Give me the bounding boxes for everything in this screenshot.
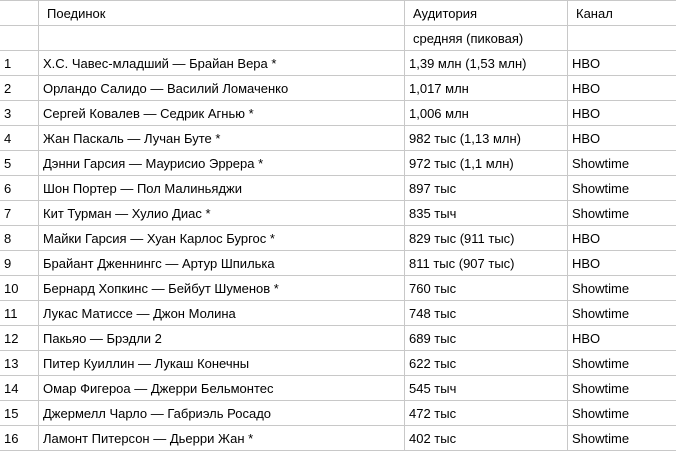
row-bout: Брайант Дженнингс — Артур Шпилька (39, 251, 405, 276)
table-row (0, 226, 676, 251)
table-row (0, 151, 676, 176)
row-number: 5 (0, 151, 39, 176)
row-bout: Джермелл Чарло — Габриэль Росадо (39, 401, 405, 426)
table-row (0, 401, 676, 426)
table-row (0, 126, 676, 151)
row-number: 7 (0, 201, 39, 226)
row-channel: HBO (568, 326, 676, 351)
row-bout: Сергей Ковалев — Седрик Агнью * (39, 101, 405, 126)
row-bout: Орландо Салидо — Василий Ломаченко (39, 76, 405, 101)
row-number: 1 (0, 51, 39, 76)
row-channel: Showtime (568, 201, 676, 226)
table-row (0, 301, 676, 326)
row-audience: 402 тыс (405, 426, 568, 451)
row-channel: Showtime (568, 301, 676, 326)
row-number: 6 (0, 176, 39, 201)
subheader-channel-spacer (568, 26, 676, 51)
row-bout: Кит Турман — Хулио Диас * (39, 201, 405, 226)
table-row (0, 326, 676, 351)
subheader-number-spacer (0, 26, 39, 51)
table-body (0, 1, 676, 451)
row-channel: Showtime (568, 151, 676, 176)
table-row (0, 176, 676, 201)
row-audience: 829 тыс (911 тыс) (405, 226, 568, 251)
subheader-bout-spacer (39, 26, 405, 51)
row-audience: 545 тыч (405, 376, 568, 401)
row-bout: Лукас Матиссе — Джон Молина (39, 301, 405, 326)
row-audience: 748 тыс (405, 301, 568, 326)
row-channel: HBO (568, 76, 676, 101)
row-channel: HBO (568, 101, 676, 126)
row-bout: Пакьяо — Брэдли 2 (39, 326, 405, 351)
row-number: 10 (0, 276, 39, 301)
table-row (0, 201, 676, 226)
row-channel: Showtime (568, 426, 676, 451)
row-bout: Майки Гарсия — Хуан Карлос Бургос * (39, 226, 405, 251)
header-channel: Канал (568, 1, 676, 26)
row-channel: HBO (568, 126, 676, 151)
table-row (0, 276, 676, 301)
row-channel: Showtime (568, 401, 676, 426)
row-number: 12 (0, 326, 39, 351)
row-audience: 972 тыс (1,1 млн) (405, 151, 568, 176)
row-audience: 897 тыс (405, 176, 568, 201)
row-number: 9 (0, 251, 39, 276)
header-number (0, 1, 39, 26)
header-audience: Аудитория (405, 1, 568, 26)
row-audience: 1,017 млн (405, 76, 568, 101)
row-bout: Шон Портер — Пол Малиньяджи (39, 176, 405, 201)
row-number: 4 (0, 126, 39, 151)
row-bout: Омар Фигероа — Джерри Бельмонтес (39, 376, 405, 401)
row-channel: Showtime (568, 276, 676, 301)
row-audience: 982 тыс (1,13 млн) (405, 126, 568, 151)
row-number: 3 (0, 101, 39, 126)
row-number: 2 (0, 76, 39, 101)
row-bout: Жан Паскаль — Лучан Буте * (39, 126, 405, 151)
table-row (0, 101, 676, 126)
row-audience: 760 тыс (405, 276, 568, 301)
row-channel: Showtime (568, 176, 676, 201)
subheader-audience: средняя (пиковая) (405, 26, 568, 51)
row-number: 15 (0, 401, 39, 426)
row-number: 14 (0, 376, 39, 401)
row-audience: 472 тыс (405, 401, 568, 426)
table-row (0, 351, 676, 376)
row-number: 11 (0, 301, 39, 326)
row-bout: Ламонт Питерсон — Дьерри Жан * (39, 426, 405, 451)
row-number: 13 (0, 351, 39, 376)
row-number: 8 (0, 226, 39, 251)
row-audience: 835 тыч (405, 201, 568, 226)
row-bout: Питер Куиллин — Лукаш Конечны (39, 351, 405, 376)
row-channel: HBO (568, 51, 676, 76)
row-audience: 689 тыс (405, 326, 568, 351)
table-row (0, 376, 676, 401)
row-number: 16 (0, 426, 39, 451)
row-audience: 1,39 млн (1,53 млн) (405, 51, 568, 76)
row-channel: HBO (568, 251, 676, 276)
row-audience: 811 тыс (907 тыс) (405, 251, 568, 276)
row-audience: 1,006 млн (405, 101, 568, 126)
row-channel: HBO (568, 226, 676, 251)
table-row (0, 76, 676, 101)
table-row (0, 251, 676, 276)
row-bout: Бернард Хопкинс — Бейбут Шуменов * (39, 276, 405, 301)
table-subheader-row (0, 26, 676, 51)
table-row (0, 51, 676, 76)
row-bout: Х.С. Чавес-младший — Брайан Вера * (39, 51, 405, 76)
row-channel: Showtime (568, 376, 676, 401)
table-row (0, 426, 676, 451)
table-header-row (0, 1, 676, 26)
row-channel: Showtime (568, 351, 676, 376)
row-audience: 622 тыс (405, 351, 568, 376)
header-bout: Поединок (39, 1, 405, 26)
row-bout: Дэнни Гарсия — Маурисио Эррера * (39, 151, 405, 176)
